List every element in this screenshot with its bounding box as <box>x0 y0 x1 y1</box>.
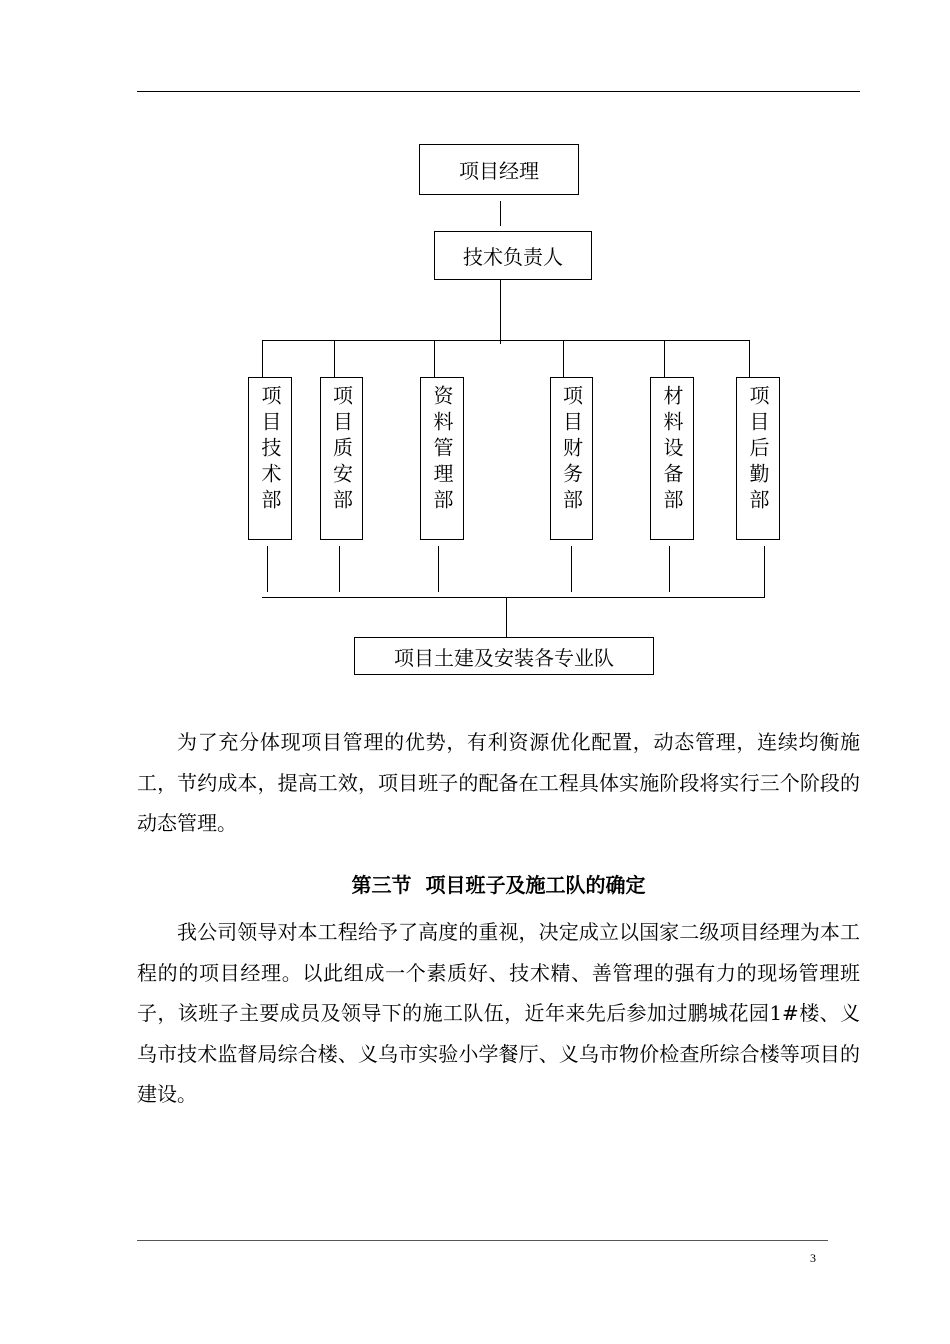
chart-box-documents-dept <box>420 377 464 540</box>
chart-box-technical-lead <box>434 231 592 280</box>
connector-line <box>571 546 572 592</box>
chart-box-materials-equipment-dept <box>650 377 694 540</box>
chart-box-finance-dept <box>550 377 593 540</box>
header-rule <box>137 91 860 92</box>
chart-box-label: 项目质安部 <box>329 385 354 515</box>
connector-line <box>434 340 435 378</box>
chart-box-label: 材料设备部 <box>660 385 684 515</box>
connector-line <box>334 340 335 378</box>
connector-line <box>664 340 665 378</box>
paragraph-intro: 为了充分体现项目管理的优势，有利资源优化配置，动态管理，连续均衡施工，节约成本，提高工效，项目班子的配备在工程具体实施阶段将实行三个阶段的动态管理。 <box>137 730 860 835</box>
chart-box-label: 资料管理部 <box>430 385 454 515</box>
connector-line <box>339 546 340 592</box>
chart-box-quality-safety-dept <box>320 377 363 540</box>
chart-box-label: 技术负责人 <box>463 245 563 269</box>
connector-line <box>500 201 501 226</box>
chart-box-label: 项目土建及安装各专业队 <box>394 645 614 670</box>
chart-box-construction-teams <box>354 637 654 675</box>
connector-line <box>500 280 501 344</box>
chart-box-label: 项目经理 <box>459 159 539 183</box>
paragraph-body: 我公司领导对本工程给予了高度的重视，决定成立以国家二级项目经理为本工程的的项目经理。以此组成一个素质好、技术精、善管理的强有力的现场管理班子，该班子主要成员及领导下的施工队伍，近年来先后参加过鹏城花园1#楼、义乌市技术监督局综合楼、义乌市实验小学餐厅、义乌市物价检查所综合楼等项目的建设。 <box>137 920 860 1106</box>
chart-box-label: 项目财务部 <box>559 385 584 515</box>
connector-line <box>506 597 507 637</box>
connector-line <box>262 340 263 378</box>
chart-box-logistics-dept <box>736 377 780 540</box>
chart-box-label: 项目后勤部 <box>746 385 770 515</box>
connector-line <box>563 340 564 378</box>
connector-line <box>669 546 670 592</box>
page-number: 3 <box>810 1251 816 1265</box>
connector-line <box>749 340 750 378</box>
chart-box-label: 项目技术部 <box>258 385 282 515</box>
connector-line <box>262 340 749 341</box>
connector-line <box>267 546 268 592</box>
connector-line <box>262 597 764 598</box>
chart-box-technical-dept <box>248 377 292 540</box>
section-heading: 第三节 项目班子及施工队的确定 <box>351 873 646 897</box>
connector-line <box>764 546 765 598</box>
connector-line <box>438 546 439 592</box>
footer-rule <box>137 1240 828 1241</box>
chart-box-project-manager <box>419 144 579 195</box>
